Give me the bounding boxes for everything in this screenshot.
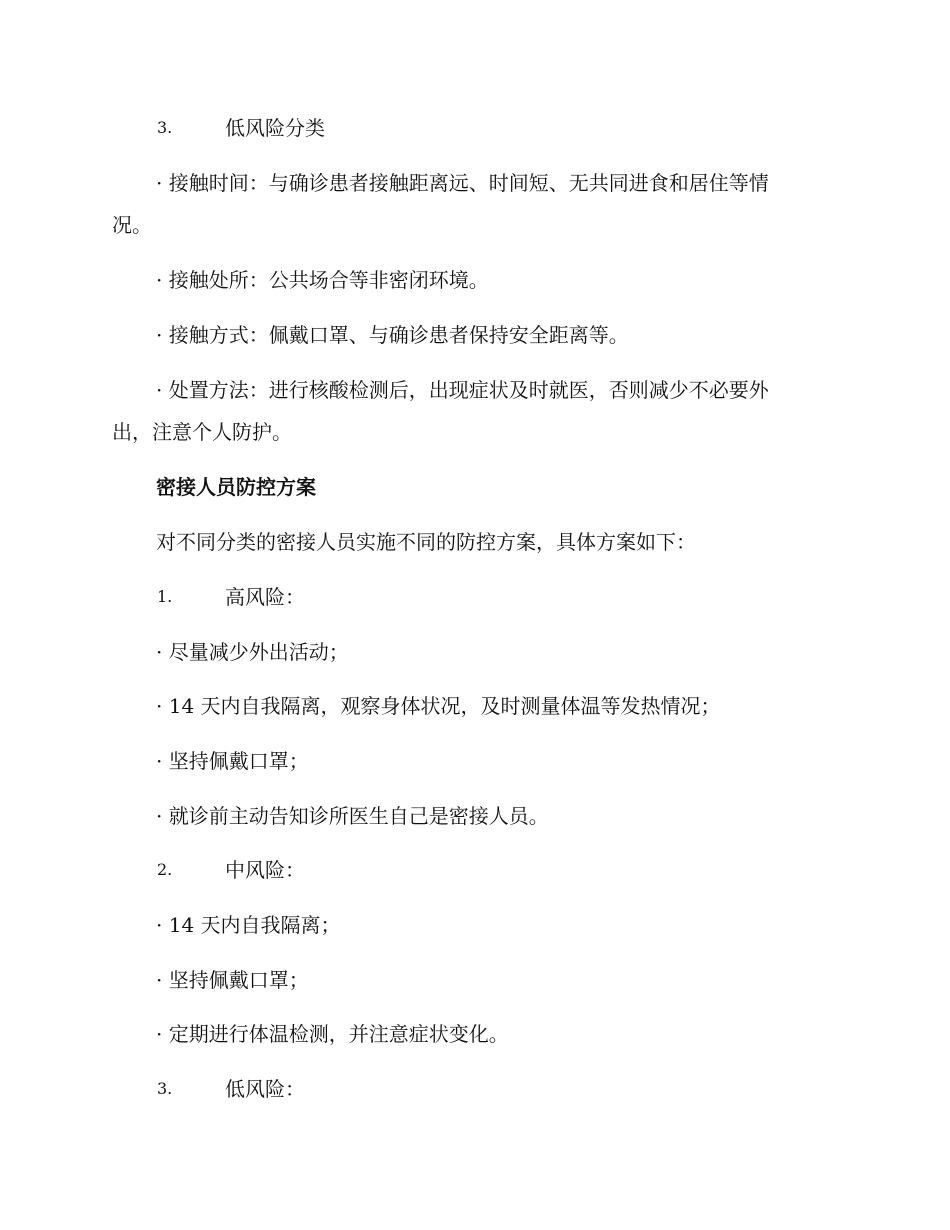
bullet-text: · 接触方式：佩戴口罩、与确诊患者保持安全距离等。 [156, 323, 629, 347]
bullet-text: · 14 天内自我隔离，观察身体状况，及时测量体温等发热情况； [156, 694, 721, 718]
section-title: 中风险： [225, 858, 305, 882]
section-title: 低风险分类 [225, 116, 325, 140]
bullet-text: · 接触处所：公共场合等非密闭环境。 [156, 268, 489, 292]
bullet-text-cont: 出，注意个人防护。 [112, 420, 292, 444]
heading-text: 密接人员防控方案 [156, 475, 316, 499]
bullet-text: · 就诊前主动告知诊所医生自己是密接人员。 [156, 804, 549, 828]
intro-text: 对不同分类的密接人员实施不同的防控方案，具体方案如下： [156, 530, 696, 554]
bullet-text: · 坚持佩戴口罩； [156, 968, 309, 992]
bullet-text: · 处置方法：进行核酸检测后，出现症状及时就医，否则减少不必要外 [156, 378, 769, 402]
bullet-text: · 坚持佩戴口罩； [156, 749, 309, 773]
bullet-text: · 接触时间：与确诊患者接触距离远、时间短、无共同进食和居住等情 [156, 171, 769, 195]
section-title: 低风险： [225, 1077, 305, 1101]
bullet-text: · 14 天内自我隔离； [156, 913, 341, 937]
list-number: 2. [157, 860, 173, 879]
list-number: 1. [157, 587, 173, 606]
bullet-text: · 尽量减少外出活动； [156, 640, 349, 664]
section-title: 高风险： [225, 585, 305, 609]
list-number: 3. [157, 118, 173, 137]
list-number: 3. [157, 1079, 173, 1098]
bullet-text: · 定期进行体温检测，并注意症状变化。 [156, 1022, 509, 1046]
bullet-text-cont: 况。 [112, 213, 152, 237]
